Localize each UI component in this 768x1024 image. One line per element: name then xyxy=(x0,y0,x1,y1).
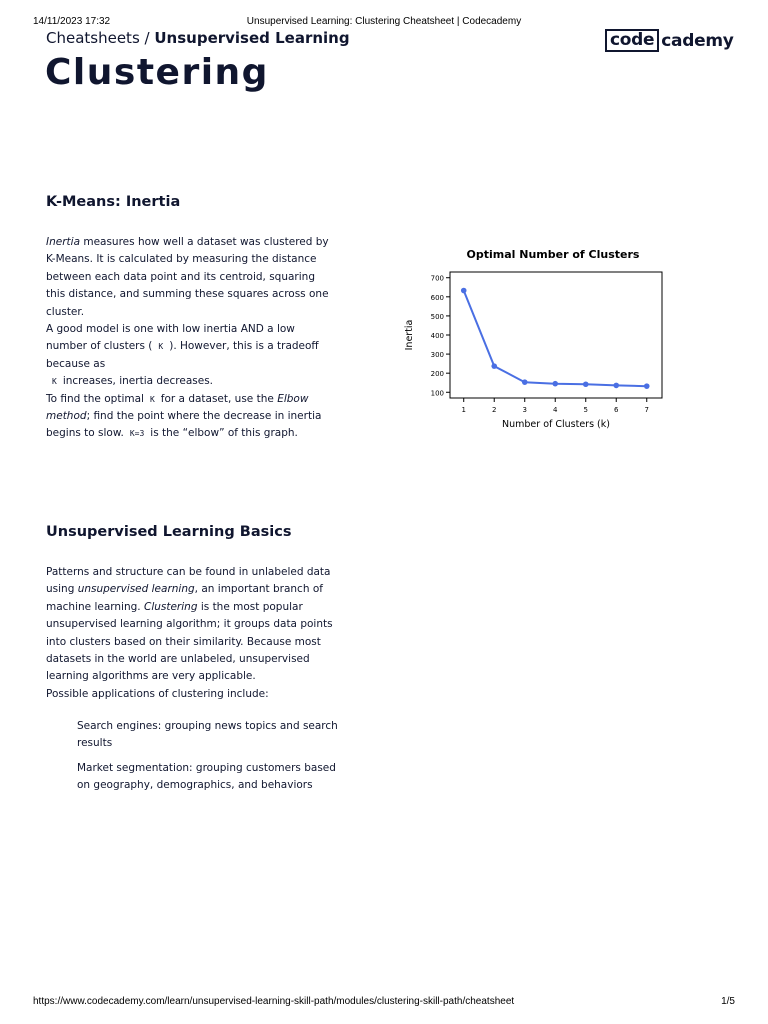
x-tick-label: 5 xyxy=(583,406,588,414)
breadcrumb-current[interactable]: Unsupervised Learning xyxy=(154,29,350,47)
y-axis-ticks xyxy=(431,275,450,398)
x-tick-label: 3 xyxy=(522,406,527,414)
breadcrumb xyxy=(46,29,350,47)
section-unsupervised-basics-body xyxy=(46,564,336,703)
basics-p1-b: , an important branch of machine learning. xyxy=(46,583,323,613)
term-elbow-method: Elbow method xyxy=(46,392,309,423)
x-axis-label: Number of Clusters (k) xyxy=(502,419,610,430)
term-clustering: Clustering xyxy=(143,600,198,613)
x-tick-label: 1 xyxy=(461,406,466,414)
inertia-paragraph-1 xyxy=(46,234,336,321)
y-tick-label: 400 xyxy=(430,332,444,340)
inertia-p2-before: A good model is one with low inertia AND a low number of clusters ( xyxy=(46,323,295,353)
series-line xyxy=(464,291,647,387)
logo-code-part: code xyxy=(605,29,659,52)
term-unsupervised-learning: unsupervised learning xyxy=(77,583,195,596)
series-points xyxy=(461,288,650,389)
inertia-p1-text: measures how well a dataset was clustered by K-Means. It is calculated by measuring the distance between each data point and its centroid, squaring this distance, and summing these squares across one cluster. xyxy=(46,236,329,318)
page-title: Clustering xyxy=(45,52,269,93)
inertia-p3-before: To find the optimal xyxy=(46,392,144,405)
y-tick-label: 300 xyxy=(430,351,444,360)
y-axis-label: Inertia xyxy=(404,319,415,351)
inertia-p2-middle: ). However, this is a tradeoff because as xyxy=(46,340,319,370)
y-tick-label: 700 xyxy=(430,274,444,283)
list-item: Search engines: grouping news topics and search results xyxy=(77,720,338,750)
code-k3: K=3 xyxy=(129,429,145,439)
codecademy-logo[interactable] xyxy=(605,29,734,52)
basics-p1-a: Patterns and structure can be found in unlabeled data using xyxy=(46,566,331,596)
inertia-p3-middle: for a dataset, use the xyxy=(160,392,278,405)
section-kmeans-inertia-body xyxy=(46,234,336,443)
data-point xyxy=(583,381,589,387)
list-item: Market segmentation: grouping customers based on geography, demographics, and behaviors xyxy=(77,761,336,792)
print-datetime: 14/11/2023 17:32 xyxy=(33,16,111,27)
code-k: K xyxy=(158,342,164,352)
y-tick-label: 600 xyxy=(430,293,444,302)
data-point xyxy=(522,379,528,385)
elbow-chart xyxy=(400,242,670,437)
data-point xyxy=(552,381,558,387)
print-page-number: 1/5 xyxy=(721,996,735,1007)
y-tick-label: 500 xyxy=(430,312,444,321)
x-axis-ticks xyxy=(461,398,648,414)
x-tick-label: 7 xyxy=(644,406,649,414)
breadcrumb-cheatsheets-link[interactable]: Cheatsheets / xyxy=(46,29,155,47)
applications-list xyxy=(77,718,339,802)
term-inertia: Inertia xyxy=(46,236,80,248)
section-title-unsupervised-basics: Unsupervised Learning Basics xyxy=(46,524,292,540)
data-point xyxy=(644,383,650,389)
chart-title: Optimal Number of Clusters xyxy=(466,248,640,261)
basics-paragraph-1 xyxy=(46,564,336,686)
logo-cademy-part: cademy xyxy=(661,30,734,51)
basics-paragraph-2: Possible applications of clustering include: xyxy=(46,687,269,700)
print-url: https://www.codecademy.com/learn/unsupervised-learning-skill-path/modules/clustering-skill-path/cheatsheet xyxy=(33,996,515,1007)
x-tick-label: 6 xyxy=(614,406,619,414)
data-point xyxy=(491,363,497,369)
data-point xyxy=(613,383,619,389)
code-k: K xyxy=(149,394,155,404)
inertia-paragraph-2 xyxy=(46,321,336,391)
code-k: K xyxy=(52,377,57,387)
print-page-title: Unsupervised Learning: Clustering Cheatsheet | Codecademy xyxy=(246,16,522,27)
inertia-paragraph-3 xyxy=(46,391,336,443)
basics-p1-c: is the most popular unsupervised learning algorithm; it groups data points into clusters based on their similarity. Because most datasets in the world are unlabeled, unsupervised learning algorithms are very applicable. xyxy=(46,600,333,683)
inertia-p3-rest: ; find the point where the decrease in inertia begins to slow. xyxy=(46,410,322,440)
x-tick-label: 2 xyxy=(491,406,497,414)
section-title-kmeans-inertia: K-Means: Inertia xyxy=(46,194,181,210)
x-tick-label: 4 xyxy=(553,406,558,414)
y-tick-label: 200 xyxy=(430,370,444,379)
inertia-p2-after: increases, inertia decreases. xyxy=(62,375,214,388)
inertia-p3-after: is the “elbow” of this graph. xyxy=(150,427,298,440)
y-tick-label: 100 xyxy=(430,389,444,398)
data-point xyxy=(461,288,467,294)
